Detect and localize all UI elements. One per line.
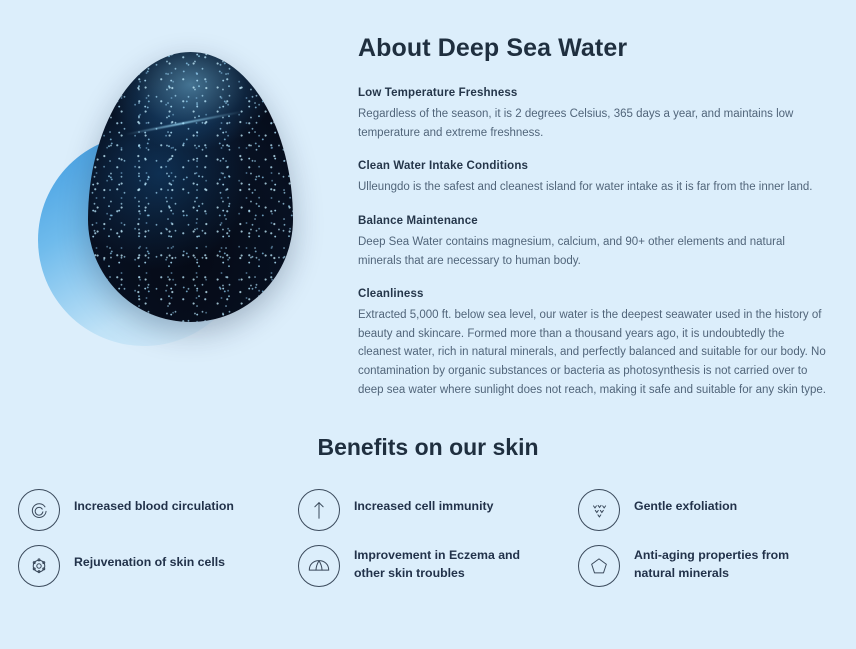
benefit-label: Improvement in Eczema and other skin troubles bbox=[354, 548, 521, 580]
info-block-title: Clean Water Intake Conditions bbox=[358, 160, 529, 173]
page-title: About Deep Sea Water bbox=[358, 34, 628, 62]
benefits-title: Benefits on our skin bbox=[317, 434, 539, 460]
info-block bbox=[358, 87, 826, 142]
water-droplet-icon bbox=[88, 52, 293, 322]
info-block bbox=[358, 215, 826, 270]
info-block-title: Cleanliness bbox=[358, 288, 424, 301]
swirl-circulation-icon bbox=[18, 489, 60, 531]
info-block-body: Regardless of the season, it is 2 degrees Celsius, 365 days a year, and maintains low temperature and extreme freshness. bbox=[358, 108, 794, 139]
benefit-item bbox=[292, 545, 564, 587]
benefit-label: Gentle exfoliation bbox=[634, 499, 738, 513]
shell-dome-icon bbox=[298, 545, 340, 587]
flakes-exfoliation-icon bbox=[578, 489, 620, 531]
benefit-item bbox=[572, 489, 844, 531]
info-block-body: Extracted 5,000 ft. below sea level, our water is the deepest seawater used in the history of beauty and skincare. Formed more than a thousand years ago, it is undoubtedly the cleanest water, rich in natural minerals, and perfectly balanced and suitable for our body. No contamination by organic substances or bacteria as photosynthesis is not carried over to deep sea water where sunlight does not reach, making it safe and suitable for any skin type. bbox=[358, 309, 826, 396]
benefit-label: Increased blood circulation bbox=[74, 499, 234, 513]
info-block-title: Low Temperature Freshness bbox=[358, 87, 518, 99]
benefit-label: Rejuvenation of skin cells bbox=[74, 555, 226, 569]
info-block bbox=[358, 288, 826, 399]
about-text-column bbox=[340, 22, 826, 420]
info-block-title: Balance Maintenance bbox=[358, 214, 478, 227]
benefits-grid bbox=[0, 489, 856, 587]
benefit-item bbox=[572, 545, 844, 587]
benefit-item bbox=[292, 489, 564, 531]
benefit-item bbox=[12, 489, 284, 531]
benefit-item bbox=[12, 545, 284, 587]
pentagon-mineral-icon bbox=[578, 545, 620, 587]
info-block bbox=[358, 160, 826, 197]
benefit-label: Anti-aging properties from natural minerals bbox=[634, 548, 790, 580]
benefit-label: Increased cell immunity bbox=[354, 499, 494, 513]
up-arrow-icon bbox=[298, 489, 340, 531]
info-block-body: Deep Sea Water contains magnesium, calcium, and 90+ other elements and natural minerals that are necessary to human body. bbox=[358, 235, 785, 267]
cell-gear-icon bbox=[18, 545, 60, 587]
deep-sea-water-droplet-image bbox=[30, 52, 310, 372]
info-block-body: Ulleungdo is the safest and cleanest island for water intake as it is far from the inner land. bbox=[358, 181, 813, 194]
artwork-column bbox=[30, 22, 340, 420]
